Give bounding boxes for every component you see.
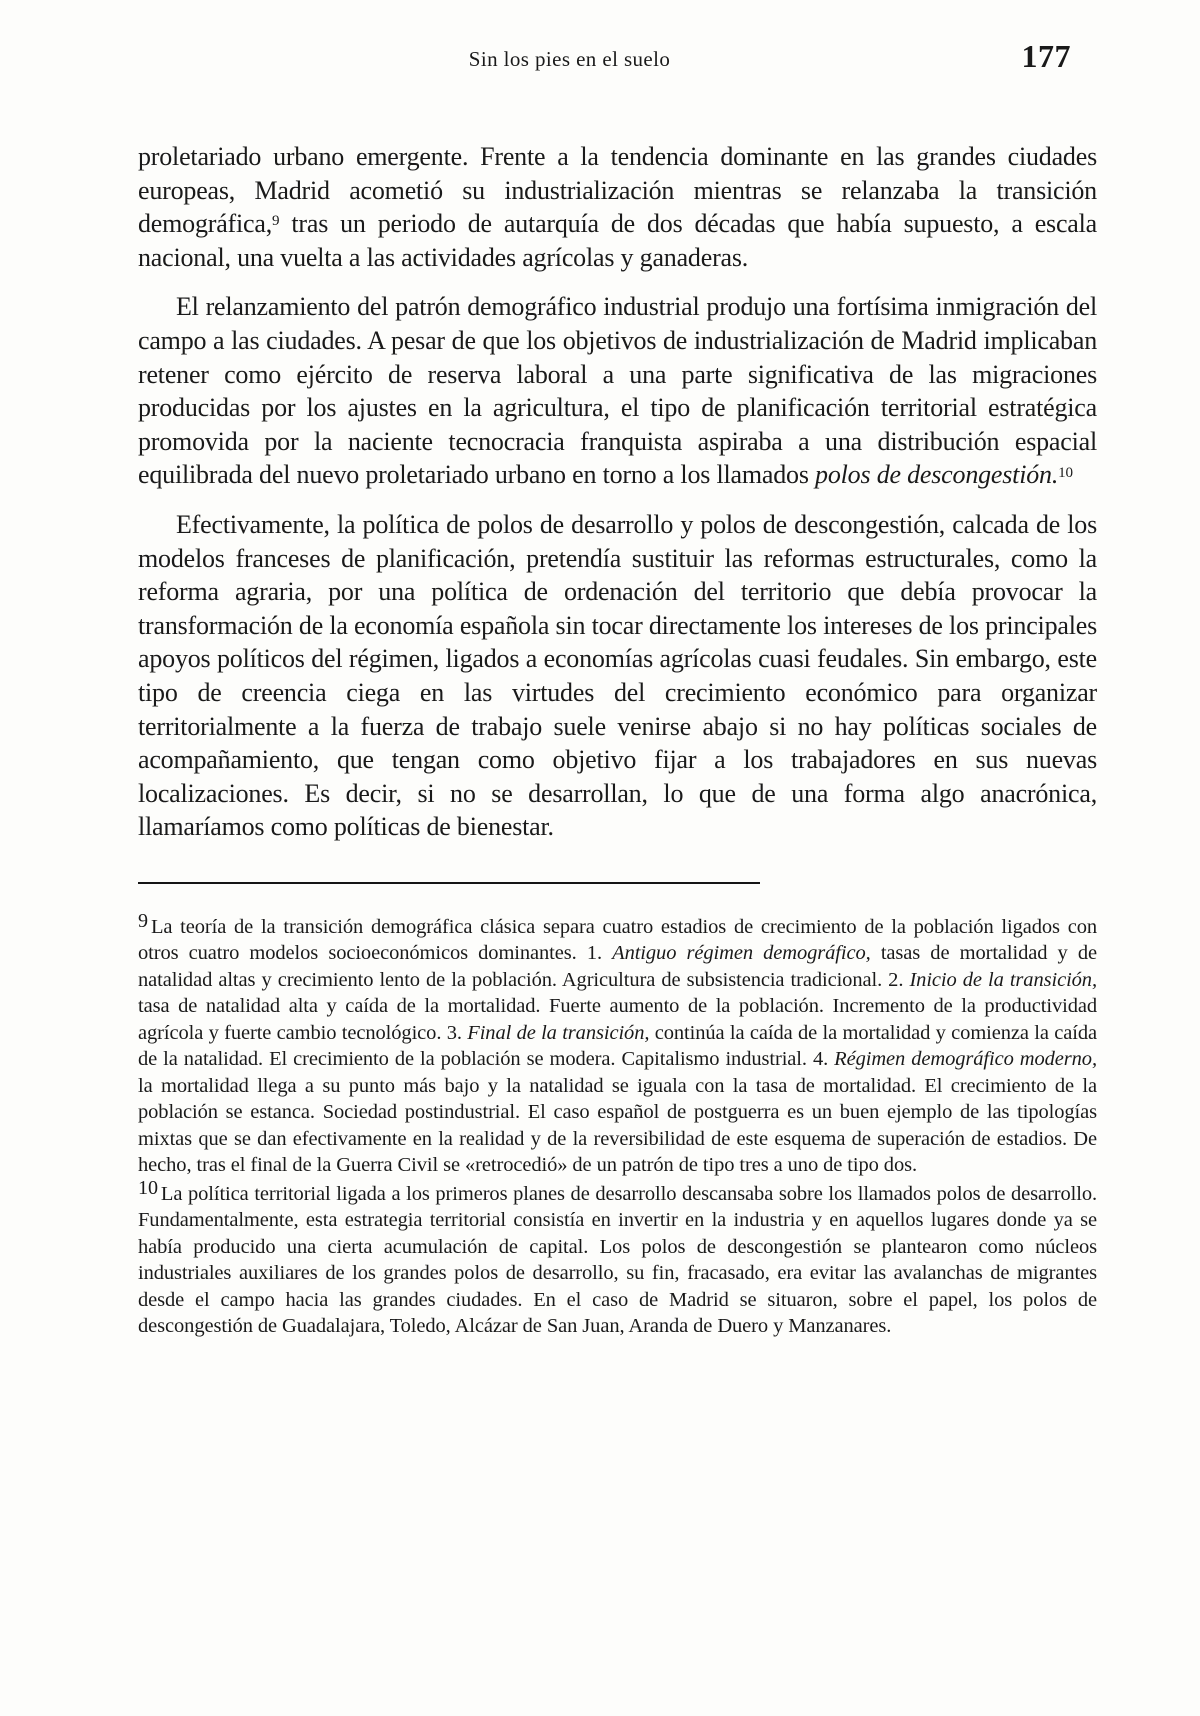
- footnote-number: 9: [138, 910, 148, 933]
- text-run: proletariado urbano emergente. Frente a la tendencia dominante en las grandes ciudades europeas, Madrid acometió su industrialización mientras se relanzaba la transición demográfica,: [138, 142, 1097, 239]
- text-run: La teoría de la transición demográfica clásica separa cuatro estadios de crecimiento de la población ligados con otros cuatro modelos socioeconómicos dominantes. 1.: [138, 915, 1097, 965]
- paragraph: [138, 140, 1097, 274]
- footnote: [138, 910, 1097, 1179]
- text-run: La política territorial ligada a los primeros planes de desarrollo descansaba sobre los llamados polos de desarrollo. Fundamentalmente, esta estrategia territorial consistía en invertir en la industria y en aquellos lugares donde ya se había producido una cierta acumulación de capital. Los polos de descongestión se plantearon como núcleos industriales auxiliares de los grandes polos de desarrollo, su fin, fracasado, era evitar las avalanchas de migrantes desde el campo hacia las grandes ciudades. En el caso de Madrid se situaron, sobre el papel, los polos de descongestión de Guadalajara, Toledo, Alcázar de San Juan, Aranda de Duero y Manzanares.: [138, 1182, 1097, 1338]
- paragraph: [138, 508, 1097, 844]
- footnote-separator-rule: [138, 882, 760, 884]
- page-number: 177: [1021, 38, 1071, 74]
- footnote-reference: 9: [272, 213, 280, 230]
- italic-text-run: Final de la transición,: [467, 1021, 650, 1044]
- footnote-reference: 10: [1058, 464, 1073, 481]
- paragraph: [138, 290, 1097, 492]
- text-run: la mortalidad llega a su punto más bajo y la natalidad se iguala con la tasa de mortalidad. El crecimiento de la población se estanca. Sociedad postindustrial. El caso español de postguerra es un buen ejemplo de las tipologías mixtas que se dan efectivamente en la realidad y de la reversibilidad de este esquema de superación de estadios. De hecho, tras el final de la Guerra Civil se «retrocedió» de un patrón de tipo tres a uno de tipo dos.: [138, 1074, 1097, 1177]
- text-run: tasas de mortalidad y de natalidad altas y crecimiento lento de la población. Agricultura de subsistencia tradicional. 2.: [138, 942, 1097, 991]
- italic-text-run: Régimen demográfico moderno,: [834, 1048, 1097, 1071]
- footnote-number: 10: [138, 1177, 158, 1200]
- text-run: continúa la caída de la mortalidad y comienza la caída de la natalidad. El crecimiento de la población se modera. Capitalismo industrial. 4.: [138, 1021, 1097, 1071]
- italic-text-run: Antiguo régimen demográfico,: [612, 942, 871, 965]
- text-run: tras un periodo de autarquía de dos décadas que había supuesto, a escala nacional, una vuelta a las actividades agrícolas y ganaderas.: [138, 209, 1097, 272]
- text-run: El relanzamiento del patrón demográfico industrial produjo una fortísima inmigración del campo a las ciudades. A pesar de que los objetivos de industrialización de Madrid implicaban retener como ejército de reserva laboral a una parte significativa de las migraciones producidas por los ajustes en la agricultura, el tipo de planificación territorial estratégica promovida por la naciente tecnocracia franquista aspiraba a una distribución espacial equilibrada del nuevo proletariado urbano en torno a los llamados: [138, 292, 1097, 490]
- running-head: [138, 38, 1097, 78]
- italic-text-run: polos de descongestión.: [815, 460, 1059, 490]
- footnote: [138, 1177, 1097, 1340]
- running-head-title: Sin los pies en el suelo: [468, 47, 671, 71]
- body-text: [138, 140, 1097, 844]
- text-run: tasa de natalidad alta y caída de la mortalidad. Fuerte aumento de la población. Incremento de la productividad agrícola y fuerte cambio tecnológico. 3.: [138, 995, 1097, 1044]
- text-run: Efectivamente, la política de polos de desarrollo y polos de descongestión, calcada de los modelos franceses de planificación, pretendía sustituir las reformas estructurales, como la reforma agraria, por una política de ordenación del territorio que debía provocar la transformación de la economía española sin tocar directamente los intereses de los principales apoyos políticos del régimen, ligados a economías agrícolas cuasi feudales. Sin embargo, este tipo de creencia ciega en las virtudes del crecimiento económico para organizar territorialmente a la fuerza de trabajo suele venirse abajo si no hay políticas sociales de acompañamiento, que tengan como objetivo fijar a los trabajadores en sus nuevas localizaciones. Es decir, si no se desarrollan, lo que de una forma algo anacrónica, llamaríamos como políticas de bienestar.: [138, 509, 1097, 842]
- italic-text-run: Inicio de la transición,: [909, 968, 1097, 991]
- footnotes-section: [138, 910, 1097, 1340]
